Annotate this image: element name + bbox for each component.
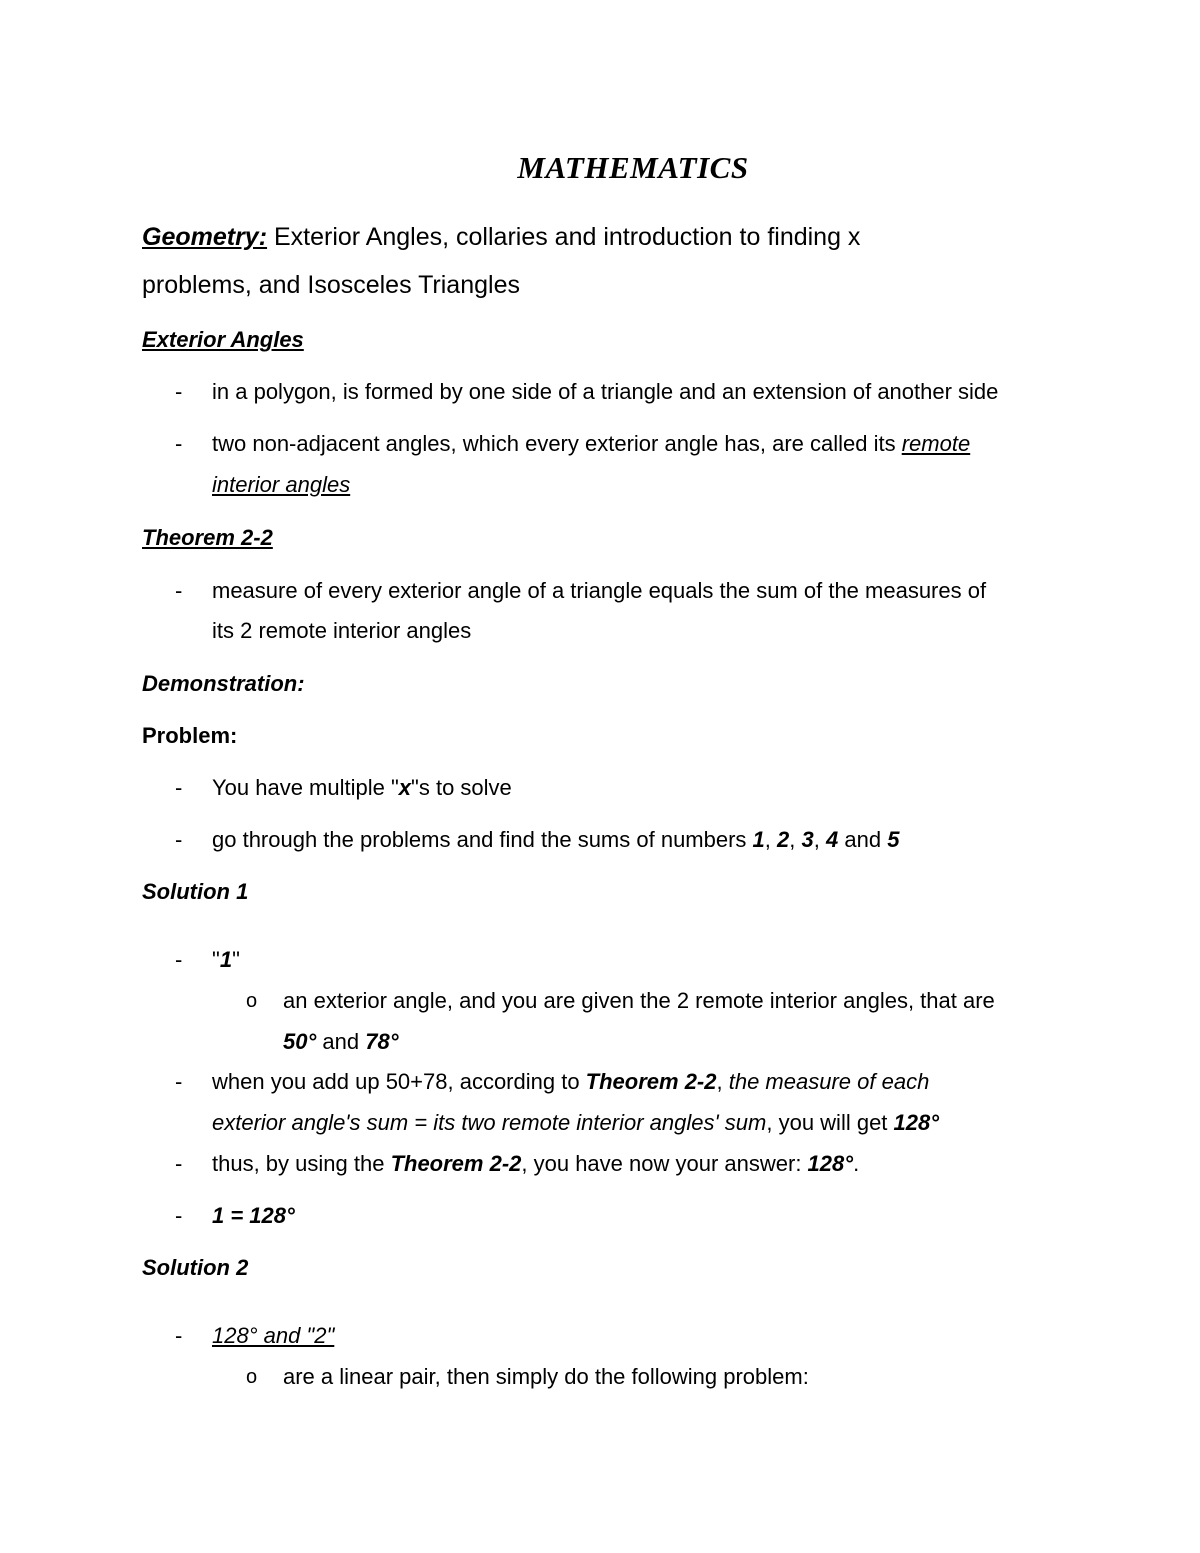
- number-1: 1: [752, 827, 765, 852]
- solution-1-item-1: [212, 946, 240, 974]
- exterior-item-2-line-2: interior angles: [212, 472, 351, 497]
- result-128: 128°: [807, 1151, 854, 1176]
- theorem-statement: exterior angle's sum = its two remote interior angles' sum: [212, 1110, 767, 1135]
- separator: ,: [789, 827, 802, 852]
- quote: ": [232, 947, 240, 972]
- dash-marker: -: [175, 1323, 183, 1348]
- dash-marker: -: [175, 775, 183, 800]
- solution-1-item-3-text: , you have now your answer:: [521, 1151, 808, 1176]
- problem-item-1-text: "s to solve: [411, 775, 512, 800]
- dash-marker: -: [175, 947, 183, 972]
- theorem-item-line-2: its 2 remote interior angles: [212, 618, 472, 643]
- dash-marker: -: [175, 431, 183, 456]
- angle-50: 50°: [283, 1029, 317, 1054]
- intro-text-1: Exterior Angles, collaries and introduction to finding x: [267, 223, 861, 251]
- and-word: and: [316, 1029, 366, 1054]
- intro-text-2: problems, and Isosceles Triangles: [142, 271, 520, 299]
- solution-2-sub-line: are a linear pair, then simply do the following problem:: [283, 1364, 809, 1389]
- solution-1-item-2-italic: the measure of each: [728, 1069, 930, 1094]
- problem-item-1-text: You have multiple ": [212, 775, 399, 800]
- page-title: MATHEMATICS: [517, 150, 749, 185]
- remote-term: remote: [901, 431, 971, 456]
- number-2: 2: [777, 827, 790, 852]
- dash-marker: -: [175, 578, 183, 603]
- solution-1-item-2-text: when you add up 50+78, according to: [212, 1069, 586, 1094]
- number-4: 4: [826, 827, 839, 852]
- number-5: 5: [887, 827, 900, 852]
- theorem-reference: Theorem 2-2: [585, 1069, 717, 1094]
- problem-item-2: [212, 826, 899, 854]
- geometry-label: Geometry:: [142, 223, 268, 251]
- problem-item-2-text: go through the problems and find the sums of numbers: [212, 827, 753, 852]
- solution-2-item-1: 128° and "2": [212, 1323, 335, 1348]
- solution-1-heading: Solution 1: [142, 879, 249, 904]
- solution-1-item-3-text: thus, by using the: [212, 1151, 391, 1176]
- solution-1-item-2-text: , you will get: [766, 1110, 894, 1135]
- result-128: 128°: [893, 1110, 940, 1135]
- dash-marker: -: [175, 1203, 183, 1228]
- sub-bullet-marker: o: [246, 990, 258, 1012]
- dash-marker: -: [175, 1151, 183, 1176]
- intro-line-1: [142, 221, 860, 253]
- separator: ,: [764, 827, 778, 852]
- exterior-item-2-line-1: [212, 430, 970, 458]
- solution-1-answer: 1 = 128°: [212, 1203, 295, 1228]
- number-3: 3: [801, 827, 814, 852]
- solution-1-sub-line-2: [283, 1028, 399, 1056]
- problem-heading: Problem:: [142, 723, 238, 748]
- exterior-angles-heading: Exterior Angles: [142, 327, 304, 352]
- angle-1-label: 1: [219, 947, 233, 972]
- sub-bullet-marker: o: [246, 1366, 258, 1388]
- theorem-heading: Theorem 2-2: [142, 525, 273, 550]
- demonstration-heading: Demonstration:: [142, 671, 305, 696]
- solution-1-item-2-line-1: [212, 1068, 929, 1096]
- problem-item-1: [212, 774, 512, 802]
- x-variable: x: [398, 775, 412, 800]
- angle-78: 78°: [365, 1029, 399, 1054]
- dash-marker: -: [175, 1069, 183, 1094]
- separator: ,: [716, 1069, 729, 1094]
- dash-marker: -: [175, 379, 183, 404]
- exterior-item-1: in a polygon, is formed by one side of a triangle and an extension of another side: [212, 379, 999, 404]
- quote: ": [212, 947, 220, 972]
- and-word: and: [838, 827, 888, 852]
- solution-1-item-2-line-2: [212, 1109, 939, 1137]
- theorem-reference: Theorem 2-2: [390, 1151, 522, 1176]
- dash-marker: -: [175, 827, 183, 852]
- solution-1-item-3: [212, 1150, 859, 1178]
- separator: ,: [813, 827, 826, 852]
- exterior-item-2-text: two non-adjacent angles, which every exterior angle has, are called its: [212, 431, 902, 456]
- period: .: [853, 1151, 860, 1176]
- theorem-item-line-1: measure of every exterior angle of a triangle equals the sum of the measures of: [212, 578, 987, 603]
- solution-2-heading: Solution 2: [142, 1255, 249, 1280]
- solution-1-sub-line-1: an exterior angle, and you are given the 2 remote interior angles, that are: [283, 988, 995, 1013]
